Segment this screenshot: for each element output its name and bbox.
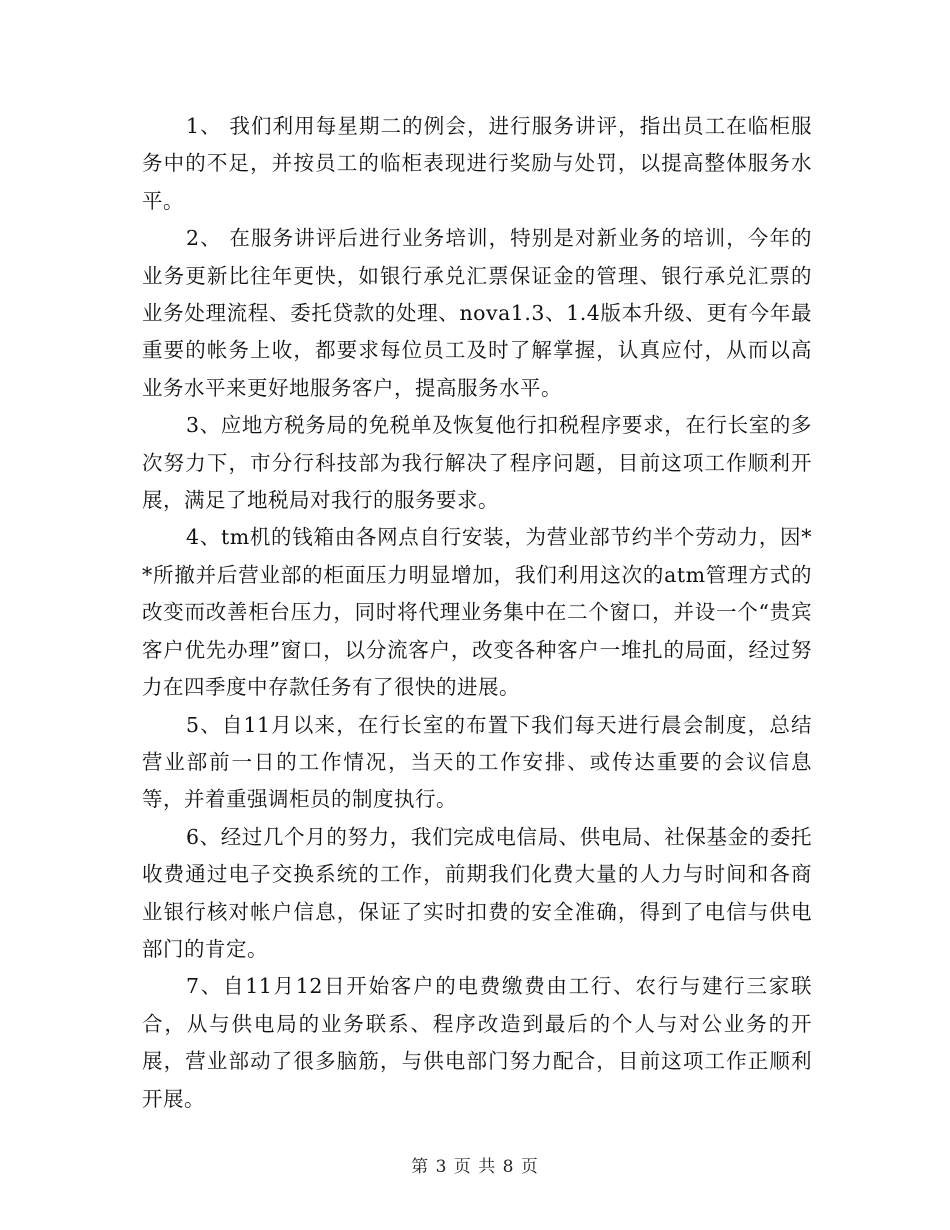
paragraph-2: 2、 在服务讲评后进行业务培训，特别是对新业务的培训，今年的业务更新比往年更快，如银行承兑汇票保证金的管理、银行承兑汇票的业务处理流程、委托贷款的处理、nova1.3、1.4版本升级、更有今年最重要的帐务上收，都要求每位员工及时了解掌握，认真应付，从而以高业务水平来更好地服务客户，提高服务水平。	[142, 226, 812, 400]
document-body	[142, 108, 812, 1118]
paragraph-6: 6、经过几个月的努力，我们完成电信局、供电局、社保基金的委托收费通过电子交换系统的工作，前期我们化费大量的人力与时间和各商业银行核对帐户信息，保证了实时扣费的安全准确，得到了电信与供电部门的肯定。	[142, 824, 812, 961]
paragraph-1: 1、 我们利用每星期二的例会，进行服务讲评，指出员工在临柜服务中的不足，并按员工的临柜表现进行奖励与处罚，以提高整体服务水平。	[142, 114, 812, 213]
page-footer: 第 3 页 共 8 页	[411, 1157, 539, 1177]
paragraph-5: 5、自11月以来，在行长室的布置下我们每天进行晨会制度，总结营业部前一日的工作情况，当天的工作安排、或传达重要的会议信息等，并着重强调柜员的制度执行。	[142, 712, 812, 812]
paragraph-3: 3、应地方税务局的免税单及恢复他行扣税程序要求，在行长室的多次努力下，市分行科技部为我行解决了程序问题，目前这项工作顺利开展，满足了地税局对我行的服务要求。	[142, 413, 812, 513]
paragraph-4: 4、tm机的钱箱由各网点自行安装，为营业部节约半个劳动力，因**所撤并后营业部的柜面压力明显增加，我们利用这次的atm管理方式的改变而改善柜台压力，同时将代理业务集中在二个窗口，并设一个“贵宾客户优先办理”窗口，以分流客户，改变各种客户一堆扎的局面，经过努力在四季度中存款任务有了很快的进展。	[142, 525, 812, 700]
paragraph-7: 7、自11月12日开始客户的电费缴费由工行、农行与建行三家联合，从与供电局的业务联系、程序改造到最后的个人与对公业务的开展，营业部动了很多脑筋，与供电部门努力配合，目前这项工作正顺利开展。	[142, 974, 812, 1111]
